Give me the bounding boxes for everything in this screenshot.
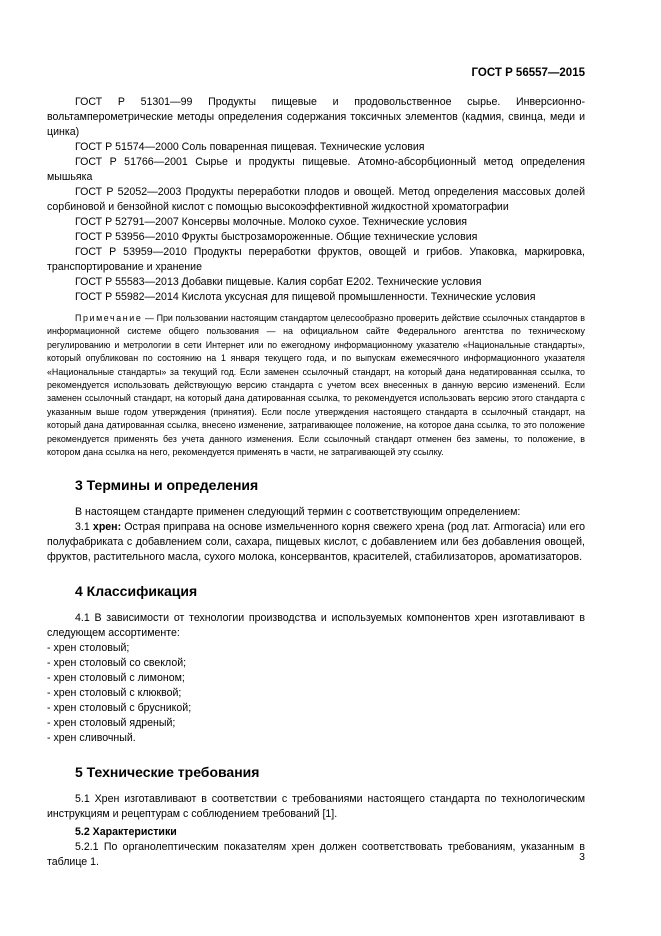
- reference-item: ГОСТ Р 53959—2010 Продукты переработки фруктов, овощей и грибов. Упаковка, маркировка, транспортирование и хранение: [47, 246, 585, 273]
- note-lead: Примечание: [75, 313, 143, 323]
- term-definition: [47, 520, 585, 565]
- note-paragraph: [47, 312, 585, 459]
- list-item: - хрен столовый со свеклой;: [47, 657, 187, 670]
- normative-references-list: [47, 95, 585, 305]
- section-4-intro: 4.1 В зависимости от технологии производства и используемых компонентов хрен изготавливают в следующем ассортименте:: [47, 612, 585, 640]
- reference-item: ГОСТ Р 52791—2007 Консервы молочные. Молоко сухое. Технические условия: [75, 216, 467, 228]
- list-item: - хрен столовый с брусникой;: [47, 702, 192, 715]
- reference-item: ГОСТ Р 53956—2010 Фрукты быстрозамороженные. Общие технические условия: [75, 231, 478, 243]
- list-item: - хрен столовый ядреный;: [47, 717, 176, 730]
- reference-item: ГОСТ Р 52052—2003 Продукты переработки плодов и овощей. Метод определения массовых долей сорбиновой и бензойной кислот с помощью высокоэффективной жидкостной хроматографии: [47, 186, 585, 213]
- section-5-heading: 5 Технические требования: [75, 764, 260, 781]
- reference-item: ГОСТ Р 51574—2000 Соль поваренная пищевая. Технические условия: [75, 141, 425, 153]
- reference-item: ГОСТ Р 55982—2014 Кислота уксусная для пищевой промышленности. Технические условия: [75, 291, 536, 303]
- assortment-list: [47, 641, 585, 746]
- section-4-heading: 4 Классификация: [75, 583, 198, 600]
- page-content: [47, 95, 585, 870]
- section-5-2-1-paragraph: 5.2.1 По органолептическим показателям хрен должен соответствовать требованиям, указанным в таблице 1.: [47, 841, 585, 869]
- list-item: - хрен столовый;: [47, 642, 130, 655]
- document-id-header: ГОСТ Р 56557—2015: [471, 67, 585, 79]
- term-name: хрен:: [92, 521, 122, 534]
- reference-item: ГОСТ Р 51766—2001 Сырье и продукты пищевые. Атомно-абсорбционный метод определения мышьяка: [47, 156, 585, 183]
- section-3-heading: 3 Термины и определения: [75, 477, 259, 494]
- note-text: — При пользовании настоящим стандартом целесообразно проверить действие ссылочных стандартов в информационной системе общего пользования — на официальном сайте Федерального агентства по техническому регулированию и метрологии в сети Интернет или по ежегодному информационному указателю «Национальные стандарты», который опубликован по состоянию на 1 января текущего года, и по выпускам ежемесячного информационного указателя «Национальные стандарты» за текущий год. Если заменен ссылочный стандарт, на который дана недатированная ссылка, то рекомендуется использовать действующую версию стандарта с учетом всех внесенных в данную версию изменений. Если заменен ссылочный стандарт, на который дана датированная ссылка, то рекомендуется использовать версию этого стандарта с указанным выше годом утверждения (принятия). Если после утверждения настоящего стандарта в ссылочный стандарт, на который дана датированная ссылка, внесено изменение, затрагивающее положение, на которое дана ссылка, то это положение рекомендуется применять без учета данного изменения. Если ссылочный стандарт отменен без замены, то положение, в котором дана ссылка на него, рекомендуется применять в части, не затрагивающей эту ссылку.: [47, 313, 585, 458]
- list-item: - хрен столовый с лимоном;: [47, 672, 185, 685]
- term-definition-text: Острая приправа на основе измельченного корня свежего хрена (род лат. Armoracia) или его полуфабриката с добавлением соли, сахара, пищевых кислот, с добавлением или без добавления овощей, фруктов, растительного масла, сухого молока, консервантов, красителей, стабилизаторов, ароматизаторов.: [47, 521, 586, 564]
- page-number: 3: [579, 851, 585, 863]
- subsection-5-2-heading: 5.2 Характеристики: [75, 826, 177, 839]
- section-3-intro: В настоящем стандарте применен следующий термин с соответствующим определением:: [75, 506, 521, 519]
- reference-item: ГОСТ Р 55583—2013 Добавки пищевые. Калия сорбат Е202. Технические условия: [75, 276, 482, 288]
- section-5-1-paragraph: 5.1 Хрен изготавливают в соответствии с требованиями настоящего стандарта по технологическим инструкциям и рецептурам с соблюдением требований [1].: [47, 793, 585, 821]
- reference-item: ГОСТ Р 51301—99 Продукты пищевые и продовольственное сырье. Инверсионно-вольтамперометрические методы определения содержания токсичных элементов (кадмия, свинца, меди и цинка): [47, 96, 585, 138]
- list-item: - хрен столовый с клюквой;: [47, 687, 182, 700]
- list-item: - хрен сливочный.: [47, 732, 136, 745]
- term-number: 3.1: [75, 521, 93, 534]
